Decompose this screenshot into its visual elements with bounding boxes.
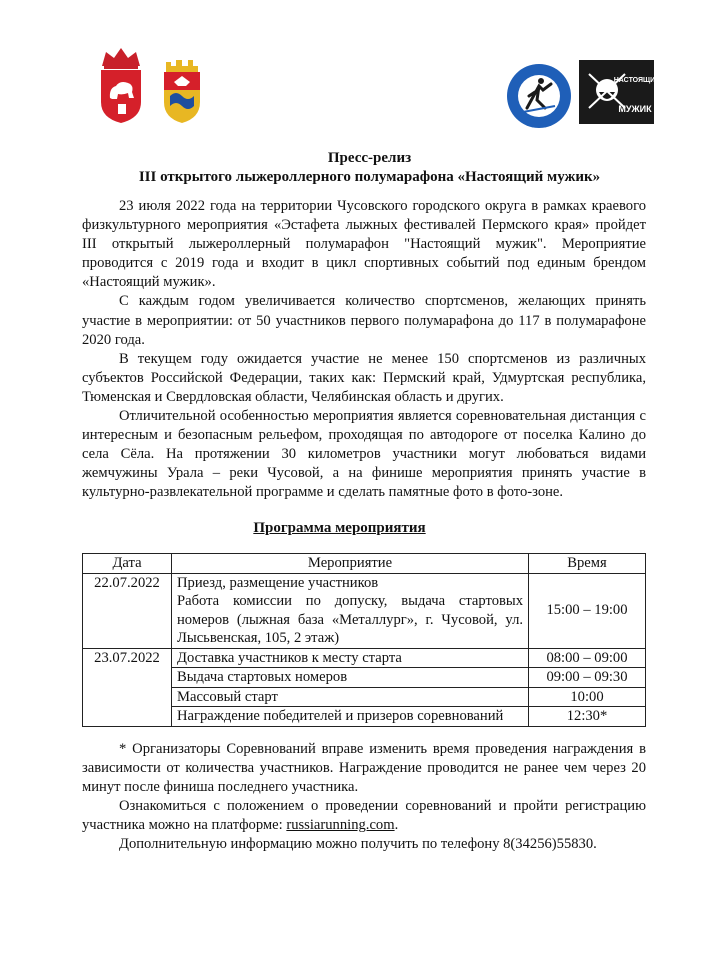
time-cell: 15:00 – 19:00 (529, 573, 646, 648)
perm-krai-coat-of-arms-logo (98, 46, 144, 124)
footnote: * Организаторы Соревнований вправе изменить время проведения награждения в зависимости от количества участников. Награждение проводится не ранее чем через 20 минут после финиша последнего участника. (82, 741, 646, 796)
registration-paragraph (82, 797, 646, 835)
paragraph: Отличительной особенностью мероприятия является соревновательная дистанция с интересным и безопасным рельефом, проходящая по автодороге от поселка Калино до села Сёла. На протяжении 30 километров участники могут любоваться видами жемчужины Урала – реки Чусовой, а на финише мероприятия принять участие в культурно-развлекательной программе и сделать памятные фото в фото-зоне. (82, 408, 646, 501)
date-cell: 23.07.2022 (83, 648, 172, 726)
document-title: Пресс-релиз (327, 150, 412, 166)
time-cell: 12:30* (529, 707, 646, 727)
document-subtitle: III открытого лыжероллерного полумарафона «Настоящий мужик» (138, 169, 601, 185)
program-table (82, 553, 646, 727)
footer-text (82, 740, 646, 855)
program-title: Программа мероприятия (253, 520, 426, 536)
time-cell: 10:00 (529, 687, 646, 707)
event-cell: Награждение победителей и призеров соревнований (172, 707, 529, 727)
svg-text:НАСТОЯЩИЙ: НАСТОЯЩИЙ (613, 77, 661, 84)
event-cell (172, 573, 529, 648)
event-line: Работа комиссии по допуску, выдача стартовых номеров (лыжная база «Металлург», г. Чусовой, ул. Лысьвенская, 105, 2 этаж) (177, 593, 523, 646)
registration-end: . (394, 817, 399, 834)
column-header-date: Дата (83, 554, 172, 574)
paragraph: В текущем году ожидается участие не менее 150 спортсменов из различных субъектов Российской Федерации, таких как: Пермский край, Удмуртская республика, Тюменская и Свердловская области, Челябинская область и других. (82, 350, 646, 405)
table-header-row (83, 554, 646, 574)
table-row (83, 648, 646, 668)
event-cell: Массовый старт (172, 687, 529, 707)
event-cell: Доставка участников к месту старта (172, 648, 529, 668)
time-cell: 08:00 – 09:00 (529, 648, 646, 668)
svg-text:МУЖИК: МУЖИК (618, 104, 652, 114)
ski-federation-logo (505, 62, 573, 130)
column-header-time: Время (529, 554, 646, 574)
nastoyashchiy-muzhik-logo (579, 60, 661, 124)
intro-text (82, 197, 646, 503)
paragraph: 23 июля 2022 года на территории Чусовского городского округа в рамках краевого физкультурного мероприятия «Эстафета лыжных фестивалей Пермского края» пройдет III открытый лыжероллерный полумарафон "Настоящий мужик". Мероприятие проводится с 2019 года и входит в цикл спортивных событий под единым брендом «Настоящий мужик». (82, 198, 646, 291)
date-cell: 22.07.2022 (83, 573, 172, 648)
event-line: Приезд, размещение участников (177, 574, 379, 591)
registration-text: Ознакомиться с положением о проведении соревнований и пройти регистрацию участника можно на платформе: (82, 798, 646, 834)
table-row (83, 573, 646, 648)
event-cell: Выдача стартовых номеров (172, 668, 529, 688)
column-header-event: Мероприятие (172, 554, 529, 574)
contact-paragraph: Дополнительную информацию можно получить по телефону 8(34256)55830. (119, 836, 597, 853)
paragraph: С каждым годом увеличивается количество спортсменов, желающих принять участие в мероприятии: от 50 участников первого полумарафона до 117 в полумарафоне 2020 года. (82, 293, 646, 348)
time-cell: 09:00 – 09:30 (529, 668, 646, 688)
chusovoy-coat-of-arms-logo (162, 56, 202, 124)
registration-link[interactable]: russiarunning.com (286, 817, 395, 834)
